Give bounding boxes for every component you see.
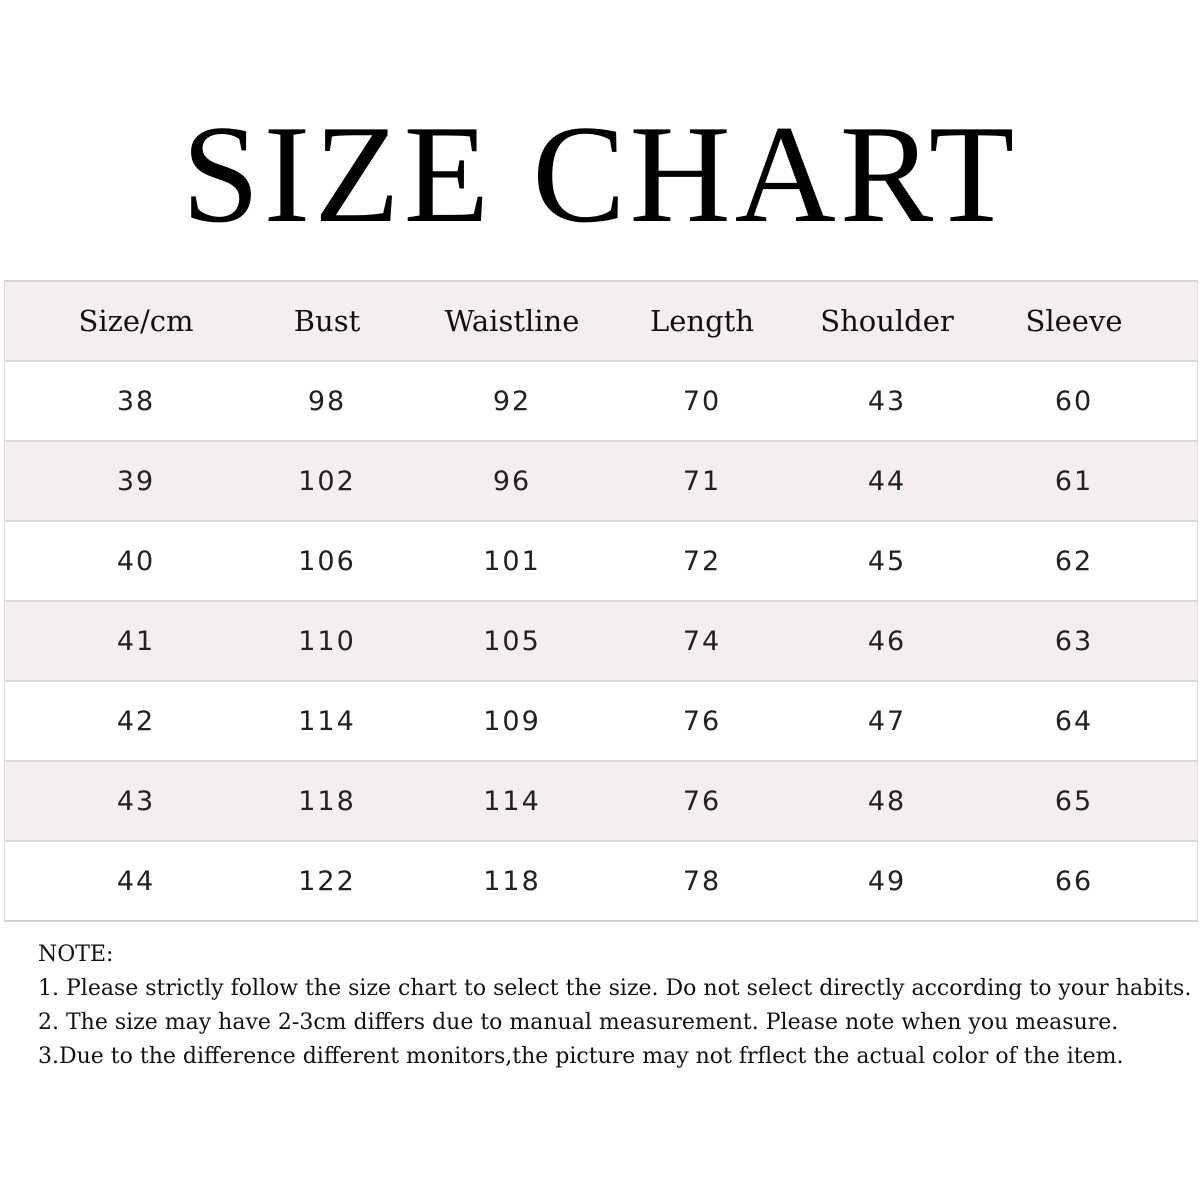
cell-waistline: 96 (492, 465, 532, 497)
cell-size: 42 (116, 705, 156, 737)
cell-shoulder: 44 (867, 465, 907, 497)
cell-sleeve: 66 (1054, 865, 1094, 897)
table-row (5, 842, 1197, 920)
note-line: 2. The size may have 2-3cm differs due to manual measurement. Please note when you measure. (38, 1010, 1119, 1035)
header-size: Size/cm (78, 304, 194, 338)
header-sleeve: Sleeve (1025, 304, 1123, 338)
table-row (5, 762, 1197, 842)
cell-waistline: 101 (483, 545, 541, 577)
cell-size: 39 (116, 465, 156, 497)
cell-size: 43 (116, 785, 156, 817)
size-table (4, 280, 1198, 922)
cell-waistline: 114 (483, 785, 541, 817)
cell-waistline: 109 (483, 705, 541, 737)
table-row (5, 442, 1197, 522)
cell-shoulder: 49 (867, 865, 907, 897)
cell-shoulder: 48 (867, 785, 907, 817)
cell-waistline: 105 (483, 625, 541, 657)
table-header-row (5, 282, 1197, 362)
cell-length: 71 (682, 465, 722, 497)
cell-size: 44 (116, 865, 156, 897)
cell-sleeve: 61 (1054, 465, 1094, 497)
cell-length: 74 (682, 625, 722, 657)
cell-length: 72 (682, 545, 722, 577)
cell-size: 41 (116, 625, 156, 657)
cell-sleeve: 64 (1054, 705, 1094, 737)
cell-sleeve: 62 (1054, 545, 1094, 577)
table-row (5, 682, 1197, 762)
cell-shoulder: 43 (867, 385, 907, 417)
cell-waistline: 92 (492, 385, 532, 417)
cell-bust: 106 (298, 545, 356, 577)
notes-heading: NOTE: (38, 942, 114, 967)
note-line: 3.Due to the difference different monitors,the picture may not frflect the actual color of the item. (38, 1044, 1124, 1069)
cell-sleeve: 63 (1054, 625, 1094, 657)
cell-bust: 102 (298, 465, 356, 497)
cell-bust: 118 (298, 785, 356, 817)
notes-section (38, 938, 1192, 1074)
header-waistline: Waistline (444, 304, 580, 338)
cell-size: 38 (116, 385, 156, 417)
cell-shoulder: 46 (867, 625, 907, 657)
cell-bust: 114 (298, 705, 356, 737)
table-row (5, 362, 1197, 442)
header-bust: Bust (293, 304, 361, 338)
cell-sleeve: 60 (1054, 385, 1094, 417)
cell-length: 76 (682, 785, 722, 817)
note-line: 1. Please strictly follow the size chart to select the size. Do not select directly according to your habits. (38, 976, 1192, 1001)
header-shoulder: Shoulder (820, 304, 954, 338)
page-title: SIZE CHART (181, 97, 1019, 252)
cell-shoulder: 45 (867, 545, 907, 577)
cell-size: 40 (116, 545, 156, 577)
cell-shoulder: 47 (867, 705, 907, 737)
cell-length: 76 (682, 705, 722, 737)
table-row (5, 522, 1197, 602)
header-length: Length (650, 304, 754, 338)
cell-bust: 98 (307, 385, 347, 417)
cell-bust: 110 (298, 625, 356, 657)
cell-bust: 122 (298, 865, 356, 897)
cell-sleeve: 65 (1054, 785, 1094, 817)
cell-length: 70 (682, 385, 722, 417)
cell-waistline: 118 (483, 865, 541, 897)
table-row (5, 602, 1197, 682)
cell-length: 78 (682, 865, 722, 897)
